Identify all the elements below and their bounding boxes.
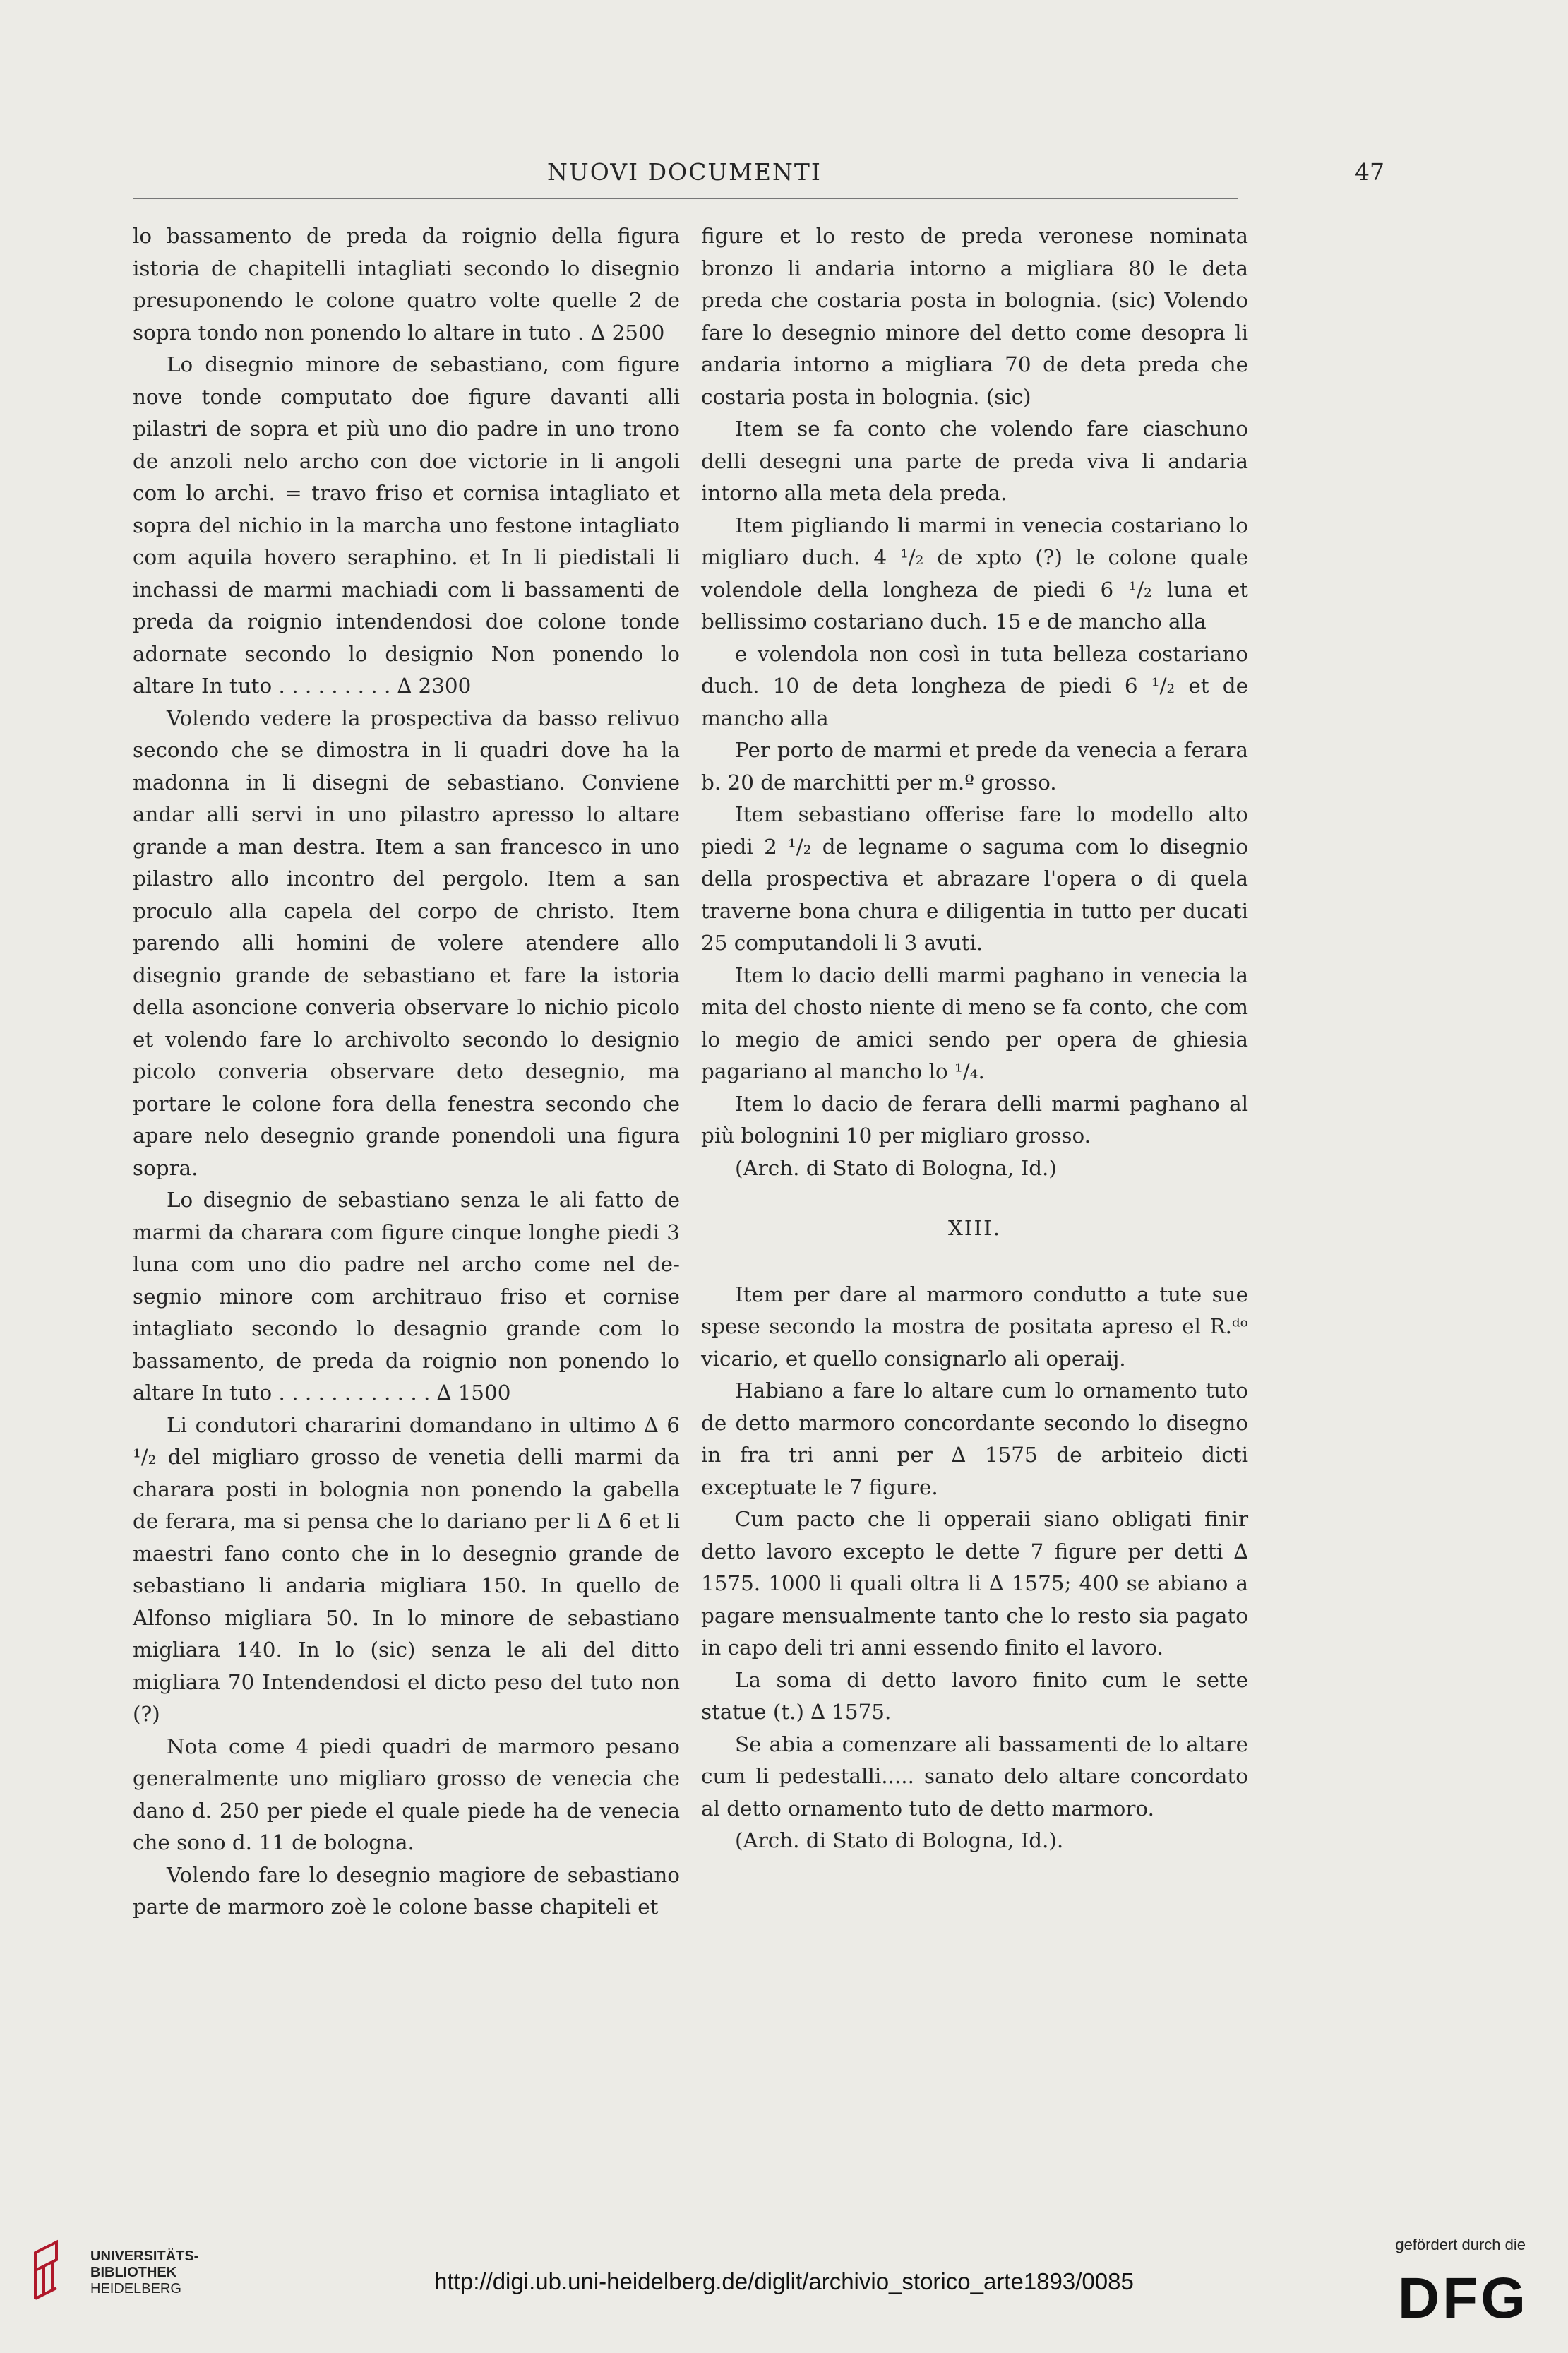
paragraph: Item se fa conto che volendo fare ciaschuno delli desegni una parte de preda viva li andaria intorno alla meta dela preda. (701, 417, 1248, 505)
library-name-line: HEIDELBERG (90, 2281, 181, 2297)
source-url-link[interactable]: http://digi.ub.uni-heidelberg.de/diglit/archivio_storico_arte1893/0085 (434, 2268, 1134, 2294)
source-citation: (Arch. di Stato di Bologna, Id.) (735, 1155, 1057, 1180)
sponsor-text: gefördert durch die (1395, 2236, 1526, 2253)
paragraph: Item lo dacio delli marmi paghano in venecia la mita del chosto niente di meno se fa conto, che com lo megio de amici sendo per opera de ghiesia pagariano al mancho lo ¹/₄. (701, 963, 1248, 1083)
running-title: NUOVI DOCUMENTI (547, 158, 822, 186)
paragraph: Volendo fare lo desegnio magiore de sebastiano parte de marmoro zoè le colone basse chapiteli et (133, 1862, 680, 1919)
paragraph: Nota come 4 piedi quadri de marmoro pesano generalmente uno migliaro grosso de venecia che dano d. 250 per piede el quale piede ha de venecia che sono d. 11 de bologna. (133, 1734, 680, 1854)
paragraph: Item pigliando li marmi in venecia costariano lo migliaro duch. 4 ¹/₂ de xpto (?) le colone quale volendole della longheza de piedi 6 ¹/₂ luna et bellissimo costariano duch. 15 e de mancho alla (701, 513, 1248, 633)
library-name-line: UNIVERSITÄTS- (90, 2248, 199, 2264)
paragraph: Per porto de marmi et prede da venecia a ferara b. 20 de marchitti per m.º grosso. (701, 738, 1248, 794)
section-heading: XIII. (947, 1216, 1002, 1240)
library-name-line: BIBLIOTHEK (90, 2265, 177, 2280)
paragraph: Se abia a comenzare ali bassamenti de lo altare cum li pedestalli..... sanato delo altare concordato al detto ornamento tuto de detto marmoro. (701, 1732, 1248, 1821)
page-number: 47 (1355, 158, 1384, 186)
dfg-logo: DFG (1397, 2266, 1528, 2330)
paragraph: Habiano a fare lo altare cum lo ornamento tuto de detto marmoro concordante secondo lo disegno in fra tri anni per ∆ 1575 de arbiteio dicti exceptuate le 7 figure. (701, 1378, 1248, 1499)
left-column (133, 220, 680, 1924)
paragraph: Lo disegnio de sebastiano senza le ali fatto de marmi da charara com figure cinque longhe piedi 3 luna com uno dio padre nel archo come nel de- segnio minore com architrauo friso et cornise intagliato secondo lo desagnio grande com lo bassamento, de preda da roignio non ponendo lo altare In tuto . . . . . . . . . . . . ∆ 1500 (133, 1188, 680, 1405)
paragraph: Item lo dacio de ferara delli marmi paghano al più bolognini 10 per migliaro grosso. (701, 1091, 1248, 1148)
paragraph: Li condutori chararini domandano in ultimo ∆ 6 ¹/₂ del migliaro grosso de venetia delli marmi da charara posti in bolognia non ponendo la gabella de ferara, ma si pensa che lo dariano per li ∆ 6 et li maestri fano conto che in lo desegnio grande de sebastiano li andaria migliara 150. In quello de Alfonso migliara 50. In lo minore de sebastiano migliara 140. In lo (sic) senza le ali del ditto migliara 70 Intendendosi el dicto peso del tuto non (?) (133, 1412, 680, 1726)
paragraph: figure et lo resto de preda veronese nominata bronzo li andaria intorno a migliara 80 le deta preda che costaria posta in bolognia. (sic) Volendo fare lo desegnio minore del detto come desopra li andaria intorno a migliara 70 de deta preda che costaria posta in bolognia. (sic) (701, 224, 1248, 409)
footer-bar (0, 2210, 1568, 2353)
paragraph: Lo disegnio minore de sebastiano, com figure nove tonde computato doe figure davanti alli pilastri de sopra et più uno dio padre in uno trono de anzoli nelo archo con doe victorie in li angoli com lo archi. = travo friso et cornisa intagliato et sopra del nichio in la marcha uno festone intagliato com aquila hovero seraphino. et In li piedistali li inchassi de marmi machiadi com li bassamenti de preda da roignio intendendosi doe colone tonde adornate secondo lo designio Non ponendo lo altare In tuto . . . . . . . . . ∆ 2300 (133, 352, 680, 698)
paragraph: Volendo vedere la prospectiva da basso relivuo secondo che se dimostra in li quadri dove ha la madonna in li disegni de sebastiano. Conviene andar alli servi in uno pilastro apresso lo altare grande a man destra. Item a san francesco in uno pilastro allo incontro del pergolo. Item a san proculo alla capela del corpo de christo. Item parendo alli homini de volere atendere allo disegnio grande de sebastiano et fare la istoria della asoncione converia observare lo nichio picolo et volendo fare lo archivolto secondo lo designio picolo converia observare deto desegnio, ma portare le colone fora della fenestra secondo che apare nelo desegnio grande ponendoli una figura sopra. (133, 705, 680, 1180)
paragraph: lo bassamento de preda da roignio della figura istoria de chapitelli intagliati secondo lo disegnio presuponendo le colone quatro volte quelle 2 de sopra tondo non ponendo lo altare in tuto . ∆ 2500 (133, 224, 680, 345)
page-header (133, 151, 1384, 191)
paragraph: Item per dare al marmoro condutto a tute sue spese secondo la mostra de positata apreso el R.ᵈᵒ vicario, et quello consignarlo ali operaij. (701, 1282, 1248, 1371)
paragraph: Cum pacto che li opperaii siano obligati finir detto lavoro excepto le dette 7 figure per detti ∆ 1575. 1000 li quali oltra li ∆ 1575; 400 se abiano a pagare mensualmente tanto che lo resto sia pagato in capo deli tri anni essendo finito el lavoro. (701, 1507, 1248, 1660)
paragraph: e volendola non così in tuta belleza costariano duch. 10 de deta longheza de piedi 6 ¹/₂ et de mancho alla (701, 641, 1248, 730)
right-column (701, 220, 1248, 1857)
source-citation: (Arch. di Stato di Bologna, Id.). (735, 1828, 1064, 1852)
paragraph: La soma di detto lavoro finito cum le sette statue (t.) ∆ 1575. (701, 1667, 1248, 1724)
paragraph: Item sebastiano offerise fare lo modello alto piedi 2 ¹/₂ de legname o saguma com lo disegnio della prospectiva et abrazare l'opera o di quela traverne bona chura e diligentia in tutto per ducati 25 computandoli li 3 avuti. (701, 802, 1248, 955)
header-rule (133, 198, 1238, 199)
